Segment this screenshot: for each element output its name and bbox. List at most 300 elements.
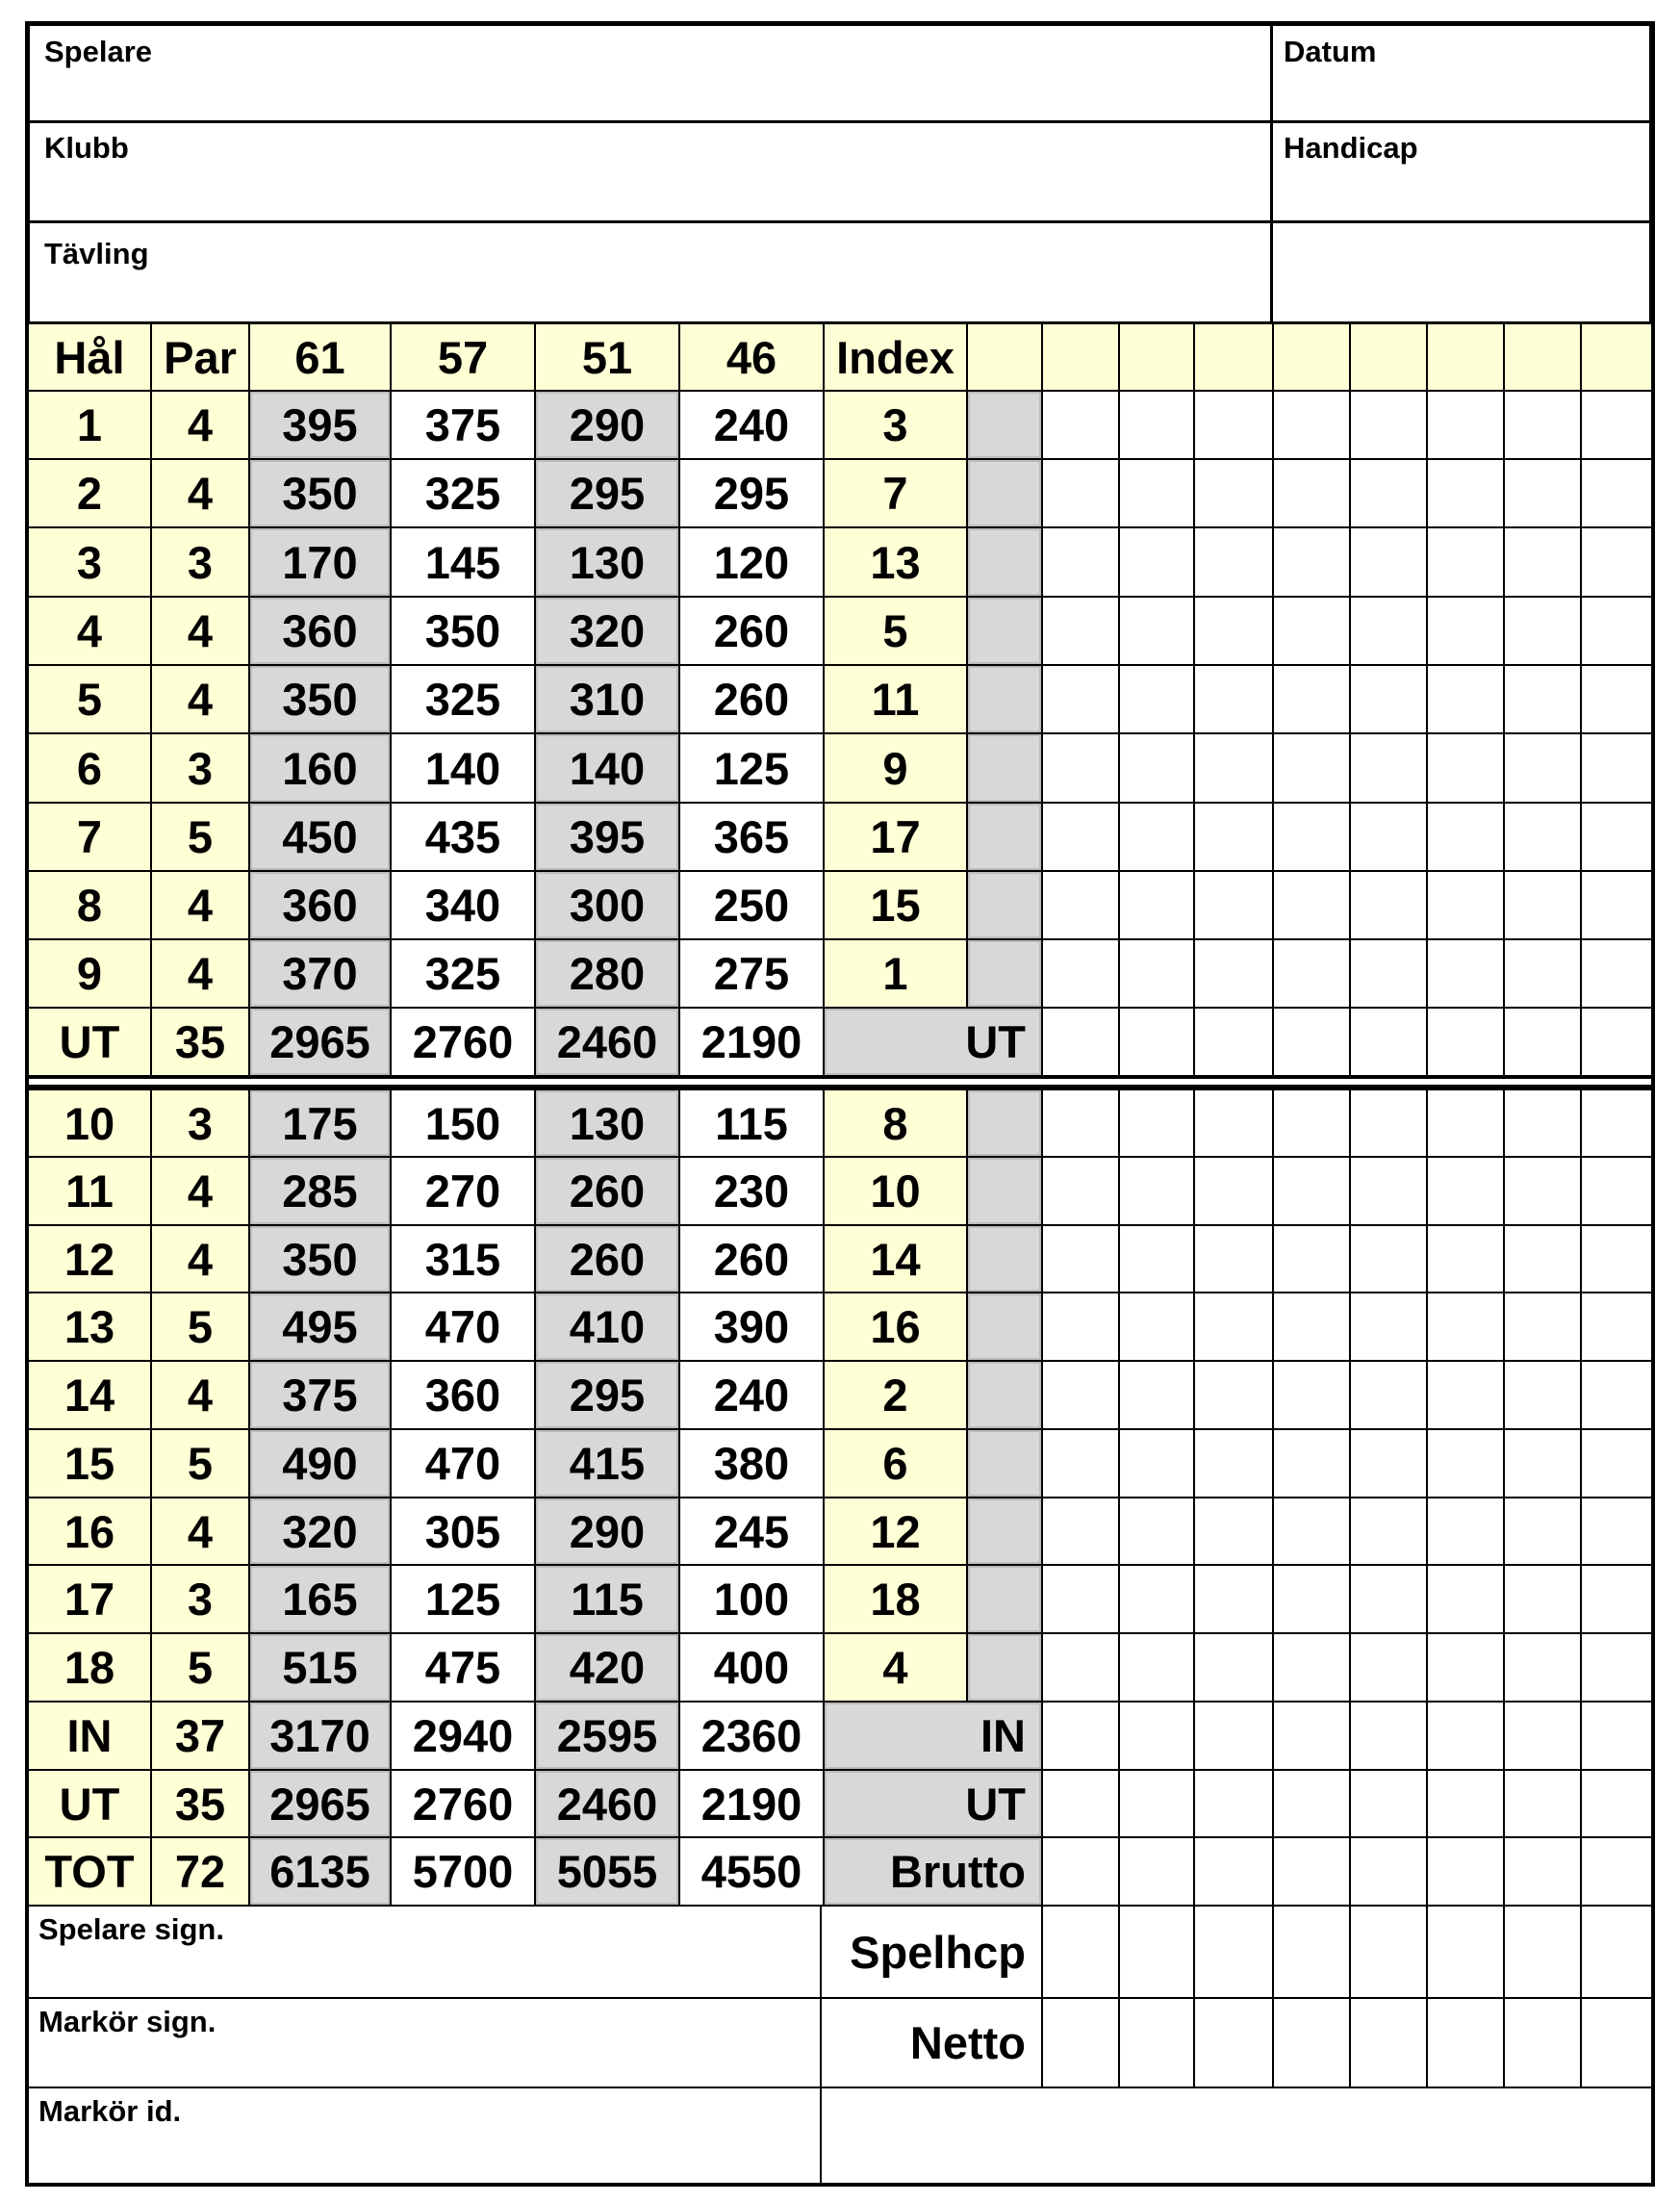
hole-score-cell[interactable] — [1426, 458, 1505, 528]
hole-par: 4 — [150, 458, 250, 528]
playing-handicap-cell[interactable] — [1580, 1905, 1655, 1999]
playing-handicap-cell[interactable] — [1426, 1905, 1505, 1999]
handicap-label: Handicap — [1284, 131, 1418, 165]
hole-score-cell[interactable] — [1580, 870, 1655, 940]
hole-score-cell[interactable] — [1580, 458, 1655, 528]
hole-par: 4 — [150, 1360, 250, 1430]
hole-score-cell[interactable] — [1503, 1497, 1582, 1566]
hole-score-cell[interactable] — [1272, 526, 1351, 598]
tee-2-length: 435 — [390, 802, 536, 872]
hole-index: 4 — [823, 1632, 968, 1703]
section-divider — [27, 1075, 1653, 1079]
hole-score-cell[interactable] — [1272, 390, 1351, 460]
hole-score-cell[interactable] — [1426, 390, 1505, 460]
hole-score-cell[interactable] — [1580, 1564, 1655, 1634]
tee-4-length: 230 — [678, 1156, 825, 1226]
total-row-score-cell[interactable] — [1118, 1836, 1195, 1907]
in-row-score-cell[interactable] — [1272, 1701, 1351, 1771]
net-score-cell[interactable] — [1193, 1997, 1274, 2088]
net-score-cell[interactable] — [1118, 1997, 1195, 2088]
hcp-stroke-cell[interactable] — [966, 870, 1043, 940]
hcp-stroke-cell[interactable] — [966, 1292, 1043, 1362]
hole-score-cell[interactable] — [1193, 732, 1274, 804]
hole-score-cell[interactable] — [1349, 1497, 1428, 1566]
hole-score-cell[interactable] — [1041, 526, 1120, 598]
hole-score-cell[interactable] — [1580, 596, 1655, 666]
hole-score-cell[interactable] — [1426, 1497, 1505, 1566]
hole-par: 4 — [150, 596, 250, 666]
tee-2-length: 470 — [390, 1428, 536, 1498]
ut-row-tee-3: 2460 — [534, 1769, 680, 1838]
hole-index: 7 — [823, 458, 968, 528]
hole-score-cell[interactable] — [1272, 938, 1351, 1009]
hole-score-cell[interactable] — [1041, 1428, 1120, 1498]
hole-score-cell[interactable] — [1426, 938, 1505, 1009]
hole-score-cell[interactable] — [1349, 1632, 1428, 1703]
hole-score-cell[interactable] — [1349, 732, 1428, 804]
hole-score-cell[interactable] — [1503, 1292, 1582, 1362]
hole-score-cell[interactable] — [1041, 596, 1120, 666]
hole-score-cell[interactable] — [1118, 390, 1195, 460]
hole-score-cell[interactable] — [1580, 1156, 1655, 1226]
hole-score-cell[interactable] — [1349, 390, 1428, 460]
hole-par: 3 — [150, 1088, 250, 1158]
hole-score-cell[interactable] — [1272, 458, 1351, 528]
tee-3-length: 115 — [534, 1564, 680, 1634]
tee-2-length: 125 — [390, 1564, 536, 1634]
playing-handicap-cell[interactable] — [1349, 1905, 1428, 1999]
tee-1-length: 370 — [248, 938, 392, 1009]
net-score-cell[interactable] — [1041, 1997, 1120, 2088]
hole-score-cell[interactable] — [1349, 596, 1428, 666]
hole-index: 12 — [823, 1497, 968, 1566]
hole-score-cell[interactable] — [1426, 664, 1505, 734]
in-row-par: 37 — [150, 1701, 250, 1771]
hole-score-cell[interactable] — [1349, 1156, 1428, 1226]
hole-score-cell[interactable] — [1580, 664, 1655, 734]
hole-score-cell[interactable] — [1041, 664, 1120, 734]
hole-score-cell[interactable] — [1580, 1632, 1655, 1703]
out-row-score-cell[interactable] — [1503, 1007, 1582, 1077]
hole-score-cell[interactable] — [1426, 1088, 1505, 1158]
hole-par: 4 — [150, 1156, 250, 1226]
hole-score-cell[interactable] — [1272, 1224, 1351, 1293]
hole-score-cell[interactable] — [1580, 1224, 1655, 1293]
hole-index: 15 — [823, 870, 968, 940]
score-header-cell — [1193, 322, 1274, 392]
hcp-stroke-cell[interactable] — [966, 1428, 1043, 1498]
total-row-score-cell[interactable] — [1426, 1836, 1505, 1907]
total-row-score-cell[interactable] — [1041, 1836, 1120, 1907]
hole-score-cell[interactable] — [1193, 1156, 1274, 1226]
in-row-score-cell[interactable] — [1503, 1701, 1582, 1771]
tee-3-length: 310 — [534, 664, 680, 734]
hole-score-cell[interactable] — [1503, 1360, 1582, 1430]
hole-score-cell[interactable] — [1193, 1360, 1274, 1430]
hcp-stroke-cell[interactable] — [966, 664, 1043, 734]
ut-row-score-cell[interactable] — [1272, 1769, 1351, 1838]
hole-score-cell[interactable] — [1193, 870, 1274, 940]
column-header-tee-4: 46 — [678, 322, 825, 392]
hole-score-cell[interactable] — [1349, 870, 1428, 940]
hole-score-cell[interactable] — [1503, 1564, 1582, 1634]
playing-handicap-cell[interactable] — [1041, 1905, 1120, 1999]
hole-score-cell[interactable] — [1349, 1428, 1428, 1498]
out-row-score-cell[interactable] — [1272, 1007, 1351, 1077]
hole-number: 15 — [27, 1428, 152, 1498]
hole-score-cell[interactable] — [1193, 1088, 1274, 1158]
hole-score-cell[interactable] — [1041, 1156, 1120, 1226]
column-header-tee-3: 51 — [534, 322, 680, 392]
ut-row-score-cell[interactable] — [1193, 1769, 1274, 1838]
out-row-tee-3: 2460 — [534, 1007, 680, 1077]
tee-1-length: 490 — [248, 1428, 392, 1498]
hole-score-cell[interactable] — [1580, 938, 1655, 1009]
marker-signature-label: Markör sign. — [38, 2005, 216, 2038]
hole-score-cell[interactable] — [1118, 1360, 1195, 1430]
hole-score-cell[interactable] — [1272, 1632, 1351, 1703]
hcp-stroke-cell[interactable] — [966, 938, 1043, 1009]
hole-score-cell[interactable] — [1503, 1632, 1582, 1703]
hole-score-cell[interactable] — [1118, 1632, 1195, 1703]
in-row-score-cell[interactable] — [1426, 1701, 1505, 1771]
hole-score-cell[interactable] — [1272, 1360, 1351, 1430]
tee-2-length: 140 — [390, 732, 536, 804]
hole-score-cell[interactable] — [1349, 1360, 1428, 1430]
hole-number: 7 — [27, 802, 152, 872]
hole-score-cell[interactable] — [1041, 458, 1120, 528]
hole-score-cell[interactable] — [1503, 1428, 1582, 1498]
hole-score-cell[interactable] — [1118, 1292, 1195, 1362]
tee-1-length: 495 — [248, 1292, 392, 1362]
hole-score-cell[interactable] — [1426, 1360, 1505, 1430]
hole-score-cell[interactable] — [1349, 938, 1428, 1009]
hcp-stroke-cell[interactable] — [966, 1088, 1043, 1158]
tee-2-length: 315 — [390, 1224, 536, 1293]
hole-score-cell[interactable] — [1503, 596, 1582, 666]
total-row-score-cell[interactable] — [1193, 1836, 1274, 1907]
hole-par: 3 — [150, 1564, 250, 1634]
marker-signature-field[interactable] — [27, 1997, 822, 2088]
hcp-stroke-cell[interactable] — [966, 596, 1043, 666]
hole-score-cell[interactable] — [1580, 1292, 1655, 1362]
hcp-stroke-cell[interactable] — [966, 1632, 1043, 1703]
hole-score-cell[interactable] — [1118, 1497, 1195, 1566]
hole-score-cell[interactable] — [1580, 732, 1655, 804]
hole-score-cell[interactable] — [1118, 526, 1195, 598]
hole-score-cell[interactable] — [1041, 938, 1120, 1009]
hole-score-cell[interactable] — [1118, 1224, 1195, 1293]
total-row-score-cell[interactable] — [1272, 1836, 1351, 1907]
out-row-score-cell[interactable] — [1041, 1007, 1120, 1077]
hole-score-cell[interactable] — [1426, 1428, 1505, 1498]
ut-row-score-cell[interactable] — [1503, 1769, 1582, 1838]
hole-score-cell[interactable] — [1580, 1497, 1655, 1566]
out-row-label-right: UT — [823, 1007, 1043, 1077]
hole-score-cell[interactable] — [1272, 664, 1351, 734]
hole-score-cell[interactable] — [1193, 458, 1274, 528]
hcp-stroke-cell[interactable] — [966, 732, 1043, 804]
hcp-stroke-cell[interactable] — [966, 802, 1043, 872]
hole-score-cell[interactable] — [1041, 870, 1120, 940]
hole-par: 4 — [150, 664, 250, 734]
in-row-tee-2: 2940 — [390, 1701, 536, 1771]
section-divider — [27, 1085, 1653, 1088]
hole-score-cell[interactable] — [1503, 458, 1582, 528]
total-row-label: TOT — [27, 1836, 152, 1907]
hole-score-cell[interactable] — [1503, 1224, 1582, 1293]
hole-par: 5 — [150, 802, 250, 872]
hole-score-cell[interactable] — [1272, 1292, 1351, 1362]
out-row-score-cell[interactable] — [1426, 1007, 1505, 1077]
in-row-score-cell[interactable] — [1118, 1701, 1195, 1771]
total-row-score-cell[interactable] — [1349, 1836, 1428, 1907]
hole-score-cell[interactable] — [1349, 664, 1428, 734]
hole-score-cell[interactable] — [1272, 1428, 1351, 1498]
hole-score-cell[interactable] — [1041, 1088, 1120, 1158]
player-signature-field[interactable] — [27, 1905, 822, 1999]
hole-score-cell[interactable] — [1272, 732, 1351, 804]
hole-score-cell[interactable] — [1041, 1497, 1120, 1566]
hole-score-cell[interactable] — [1193, 938, 1274, 1009]
hole-score-cell[interactable] — [1118, 458, 1195, 528]
hole-number: 6 — [27, 732, 152, 804]
in-row-score-cell[interactable] — [1580, 1701, 1655, 1771]
out-row-score-cell[interactable] — [1580, 1007, 1655, 1077]
marker-id-field[interactable] — [27, 2087, 822, 2187]
hole-number: 14 — [27, 1360, 152, 1430]
hole-score-cell[interactable] — [1503, 938, 1582, 1009]
competition-label: Tävling — [44, 237, 149, 270]
ut-row-score-cell[interactable] — [1349, 1769, 1428, 1838]
hole-score-cell[interactable] — [1041, 732, 1120, 804]
total-row-tee-2: 5700 — [390, 1836, 536, 1907]
tee-2-length: 475 — [390, 1632, 536, 1703]
hole-score-cell[interactable] — [1426, 1224, 1505, 1293]
hole-score-cell[interactable] — [1349, 458, 1428, 528]
hole-score-cell[interactable] — [1272, 1156, 1351, 1226]
hole-score-cell[interactable] — [1503, 870, 1582, 940]
hole-score-cell[interactable] — [1503, 1088, 1582, 1158]
in-row-score-cell[interactable] — [1193, 1701, 1274, 1771]
hole-score-cell[interactable] — [1272, 1497, 1351, 1566]
hole-number: 13 — [27, 1292, 152, 1362]
hole-index: 2 — [823, 1360, 968, 1430]
hole-score-cell[interactable] — [1193, 1632, 1274, 1703]
tee-3-length: 320 — [534, 596, 680, 666]
hole-score-cell[interactable] — [1426, 802, 1505, 872]
tee-3-length: 290 — [534, 390, 680, 460]
hole-score-cell[interactable] — [1426, 1156, 1505, 1226]
tee-1-length: 175 — [248, 1088, 392, 1158]
out-row-score-cell[interactable] — [1118, 1007, 1195, 1077]
hole-score-cell[interactable] — [1193, 1224, 1274, 1293]
hole-score-cell[interactable] — [1118, 938, 1195, 1009]
total-row-label-right: Brutto — [823, 1836, 1043, 1907]
playing-handicap-cell[interactable] — [1118, 1905, 1195, 1999]
hcp-stroke-cell[interactable] — [966, 458, 1043, 528]
hole-score-cell[interactable] — [1349, 1564, 1428, 1634]
hole-score-cell[interactable] — [1118, 664, 1195, 734]
hole-score-cell[interactable] — [1193, 526, 1274, 598]
hole-score-cell[interactable] — [1041, 1360, 1120, 1430]
hole-score-cell[interactable] — [1426, 1292, 1505, 1362]
hcp-stroke-cell[interactable] — [966, 1497, 1043, 1566]
hole-score-cell[interactable] — [1503, 1156, 1582, 1226]
hole-index: 5 — [823, 596, 968, 666]
ut-row-score-cell[interactable] — [1580, 1769, 1655, 1838]
ut-row-label: UT — [27, 1769, 152, 1838]
playing-handicap-label: Spelhcp — [820, 1905, 1043, 1999]
hole-score-cell[interactable] — [1272, 802, 1351, 872]
ut-row-score-cell[interactable] — [1118, 1769, 1195, 1838]
hole-score-cell[interactable] — [1193, 1428, 1274, 1498]
hole-index: 6 — [823, 1428, 968, 1498]
hole-score-cell[interactable] — [1193, 1292, 1274, 1362]
out-row-score-cell[interactable] — [1193, 1007, 1274, 1077]
hole-number: 2 — [27, 458, 152, 528]
hcp-stroke-cell[interactable] — [966, 1564, 1043, 1634]
net-score-cell[interactable] — [1272, 1997, 1351, 2088]
hole-score-cell[interactable] — [1118, 1156, 1195, 1226]
tee-2-length: 340 — [390, 870, 536, 940]
hole-score-cell[interactable] — [1118, 870, 1195, 940]
hole-score-cell[interactable] — [1118, 802, 1195, 872]
hole-number: 5 — [27, 664, 152, 734]
hole-score-cell[interactable] — [1580, 1360, 1655, 1430]
ut-row-score-cell[interactable] — [1426, 1769, 1505, 1838]
tee-3-length: 300 — [534, 870, 680, 940]
tee-2-length: 145 — [390, 526, 536, 598]
hcp-stroke-cell[interactable] — [966, 1224, 1043, 1293]
playing-handicap-cell[interactable] — [1193, 1905, 1274, 1999]
hole-score-cell[interactable] — [1349, 1224, 1428, 1293]
net-score-label: Netto — [820, 1997, 1043, 2088]
hole-score-cell[interactable] — [1503, 390, 1582, 460]
footer-blank-field[interactable] — [820, 2087, 1655, 2187]
tee-1-length: 350 — [248, 458, 392, 528]
in-row-label-right: IN — [823, 1701, 1043, 1771]
out-row-label: UT — [27, 1007, 152, 1077]
hole-score-cell[interactable] — [1580, 390, 1655, 460]
hcp-stroke-cell[interactable] — [966, 390, 1043, 460]
hole-score-cell[interactable] — [1118, 596, 1195, 666]
hole-score-cell[interactable] — [1426, 732, 1505, 804]
total-row-score-cell[interactable] — [1580, 1836, 1655, 1907]
total-row-tee-1: 6135 — [248, 1836, 392, 1907]
score-header-cell — [1118, 322, 1195, 392]
hole-score-cell[interactable] — [1118, 732, 1195, 804]
net-score-cell[interactable] — [1503, 1997, 1582, 2088]
hole-score-cell[interactable] — [1041, 390, 1120, 460]
hole-score-cell[interactable] — [1580, 1428, 1655, 1498]
hole-score-cell[interactable] — [1193, 664, 1274, 734]
hole-score-cell[interactable] — [1118, 1428, 1195, 1498]
hole-number: 3 — [27, 526, 152, 598]
hole-score-cell[interactable] — [1426, 1564, 1505, 1634]
hole-score-cell[interactable] — [1272, 870, 1351, 940]
tee-2-length: 150 — [390, 1088, 536, 1158]
in-row-score-cell[interactable] — [1349, 1701, 1428, 1771]
hole-score-cell[interactable] — [1426, 526, 1505, 598]
net-score-cell[interactable] — [1349, 1997, 1428, 2088]
hole-score-cell[interactable] — [1272, 1564, 1351, 1634]
hole-score-cell[interactable] — [1041, 1224, 1120, 1293]
hole-score-cell[interactable] — [1193, 1564, 1274, 1634]
hole-score-cell[interactable] — [1349, 1292, 1428, 1362]
tee-3-length: 130 — [534, 1088, 680, 1158]
hcp-stroke-cell[interactable] — [966, 1360, 1043, 1430]
hole-score-cell[interactable] — [1041, 1632, 1120, 1703]
hole-score-cell[interactable] — [1193, 596, 1274, 666]
in-row-tee-3: 2595 — [534, 1701, 680, 1771]
tee-1-length: 285 — [248, 1156, 392, 1226]
out-row-tee-1: 2965 — [248, 1007, 392, 1077]
in-row-score-cell[interactable] — [1041, 1701, 1120, 1771]
hole-score-cell[interactable] — [1349, 1088, 1428, 1158]
hole-score-cell[interactable] — [1503, 802, 1582, 872]
hole-score-cell[interactable] — [1193, 1497, 1274, 1566]
hole-score-cell[interactable] — [1426, 596, 1505, 666]
player-label: Spelare — [44, 35, 153, 68]
net-score-cell[interactable] — [1580, 1997, 1655, 2088]
total-row-par: 72 — [150, 1836, 250, 1907]
hole-score-cell[interactable] — [1118, 1088, 1195, 1158]
hcp-stroke-cell[interactable] — [966, 1156, 1043, 1226]
hole-score-cell[interactable] — [1503, 526, 1582, 598]
hcp-stroke-cell[interactable] — [966, 526, 1043, 598]
hole-score-cell[interactable] — [1580, 802, 1655, 872]
tee-2-length: 375 — [390, 390, 536, 460]
column-header-tee-1: 61 — [248, 322, 392, 392]
tee-3-length: 295 — [534, 458, 680, 528]
ut-row-score-cell[interactable] — [1041, 1769, 1120, 1838]
hole-score-cell[interactable] — [1349, 526, 1428, 598]
hole-score-cell[interactable] — [1041, 1292, 1120, 1362]
hole-par: 3 — [150, 526, 250, 598]
hole-score-cell[interactable] — [1041, 802, 1120, 872]
tee-1-length: 515 — [248, 1632, 392, 1703]
tee-4-length: 260 — [678, 1224, 825, 1293]
hole-score-cell[interactable] — [1503, 732, 1582, 804]
out-row-score-cell[interactable] — [1349, 1007, 1428, 1077]
hole-score-cell[interactable] — [1349, 802, 1428, 872]
tee-2-length: 325 — [390, 664, 536, 734]
hole-score-cell[interactable] — [1193, 390, 1274, 460]
tee-4-length: 240 — [678, 390, 825, 460]
hole-score-cell[interactable] — [1041, 1564, 1120, 1634]
hole-score-cell[interactable] — [1118, 1564, 1195, 1634]
total-row-score-cell[interactable] — [1503, 1836, 1582, 1907]
hole-score-cell[interactable] — [1426, 870, 1505, 940]
hole-score-cell[interactable] — [1426, 1632, 1505, 1703]
net-score-cell[interactable] — [1426, 1997, 1505, 2088]
hole-score-cell[interactable] — [1580, 526, 1655, 598]
playing-handicap-cell[interactable] — [1272, 1905, 1351, 1999]
hole-score-cell[interactable] — [1272, 1088, 1351, 1158]
hole-score-cell[interactable] — [1580, 1088, 1655, 1158]
tee-3-length: 130 — [534, 526, 680, 598]
tee-1-length: 350 — [248, 664, 392, 734]
hole-score-cell[interactable] — [1503, 664, 1582, 734]
hole-score-cell[interactable] — [1272, 596, 1351, 666]
hole-number: 18 — [27, 1632, 152, 1703]
hole-par: 3 — [150, 732, 250, 804]
hole-par: 5 — [150, 1292, 250, 1362]
playing-handicap-cell[interactable] — [1503, 1905, 1582, 1999]
hole-score-cell[interactable] — [1193, 802, 1274, 872]
hole-par: 4 — [150, 1497, 250, 1566]
